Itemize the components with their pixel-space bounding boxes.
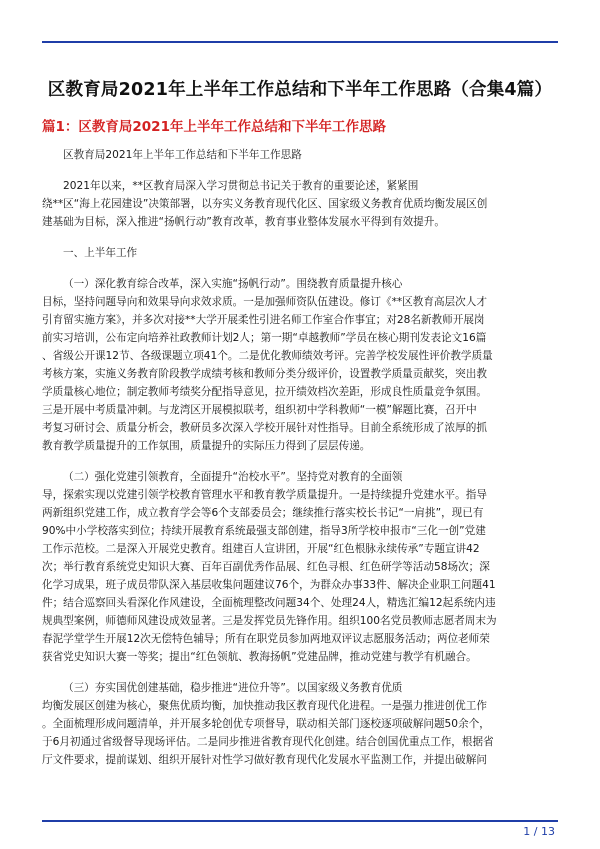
paragraph-line: 引育留实施方案》，并多次对接**大学开展柔性引进名师工作室合作事宜；对28名新教师开展岗 <box>42 314 485 326</box>
paragraph-line: 均衡发展区创建为核心，聚焦优质均衡，加快推动我区教育现代化进程。一是强力推进创优工作 <box>42 700 487 712</box>
paragraph-line: 件；结合巡察回头看深化作风建设，全面梳理整改问题34个、处理24人，精选汇编12起系统内违 <box>42 597 496 609</box>
paragraph-line: 前实习培训，公布定向培养社政教师计划2人；第一期“卓越教师”学员在核心期刊发表论文16篇 <box>42 332 487 344</box>
paragraph-line: （三）夯实国优创建基础，稳步推进“进位升等”。以国家级义务教育优质 <box>63 682 403 694</box>
paragraph-line: 学质量核心地位；制定教师考绩奖分配指导意见，拉开绩效档次差距，形成良性质量竞争氛围。 <box>42 386 487 398</box>
section-heading: 篇1：区教育局2021年上半年工作总结和下半年工作思路 <box>42 119 386 135</box>
header-rule <box>42 41 558 43</box>
paragraph-line: 考核方案，实施义务教育阶段教学成绩考核和教师分类分级评价，设置教学质量贡献奖，突出教 <box>42 368 487 380</box>
paragraph-line: （一）深化教育综合改革，深入实施“扬帆行动”。围绕教育质量提升核心 <box>63 278 403 290</box>
paragraph-line: 于6月初通过省级督导现场评估。二是同步推进省教育现代化创建。结合创国优重点工作，根据省 <box>42 736 494 748</box>
paragraph-line: 目标，坚持问题导向和效果导向求效求质。一是加强师资队伍建设。修订《**区教育高层次人才 <box>42 296 487 308</box>
paragraph-spacer <box>42 164 558 177</box>
paragraph-line: 三是开展中考质量冲刺。与龙湾区开展模拟联考，组织初中学科教师“一模”解题比赛，召开中 <box>42 404 477 416</box>
paragraph-line: （二）强化党建引领教育，全面提升“治校水平”。坚持党对教育的全面领 <box>63 471 403 483</box>
paragraph-line: 90%中小学校落实到位；持续开展教育系统最强支部创建，指导3所学校申报市“三化一创”党建 <box>42 525 486 537</box>
footer-rule <box>42 820 558 822</box>
paragraph-line: 区教育局2021年上半年工作总结和下半年工作思路 <box>63 149 302 161</box>
paragraph-line: 化学习成果，班子成员带队深入基层收集问题建议76个，为群众办事33件、解决企业职工问题41 <box>42 579 496 591</box>
paragraph-line: 两新组织党建工作，成立教育学会等6个支部委员会；继续推行落实校长书记“一肩挑”，现已有 <box>42 507 484 519</box>
paragraph-line: 次；举行教育系统党史知识大赛、百年百副优秀作品展、红色寻根、红色研学等活动58场次；深 <box>42 561 490 573</box>
paragraph-line: 获省党史知识大赛一等奖；提出“红色领航、教海扬帆”党建品牌，推动党建与教学有机融合。 <box>42 651 477 663</box>
paragraph-line: 。全面梳理形成问题清单，并开展多轮创优专项督导，联动相关部门逐校逐项破解问题50余个， <box>42 718 490 730</box>
paragraph-line: 2021年以来，**区教育局深入学习贯彻总书记关于教育的重要论述，紧紧围 <box>63 180 419 192</box>
paragraph-line: 春泥学堂学生开展12次无偿特色辅导；所有在职党员参加两地双评议志愿服务活动；两位老师荣 <box>42 633 490 645</box>
paragraph-line: 规典型案例，师德师风建设成效显著。三是发挥党员先锋作用。组织100名党员教师志愿者周末为 <box>42 615 497 627</box>
document-body <box>42 146 558 769</box>
paragraph-line: 工作示范校。二是深入开展党史教育。组建百人宣讲团，开展“红色根脉永续传承”专题宣讲42 <box>42 543 480 555</box>
paragraph-line: 厅文件要求，提前谋划、组织开展针对性学习做好教育现代化发展水平监测工作，并提出破解问 <box>42 754 487 766</box>
paragraph-line: 建基础为目标，深入推进“扬帆行动”教育改革，教育事业整体发展水平得到有效提升。 <box>42 216 445 228</box>
paragraph-line: 一、上半年工作 <box>63 247 138 259</box>
paragraph-line: 、省级公开课12节、各级课题立项41个。二是优化教师绩效考评。完善学校发展性评价教学质量 <box>42 350 493 362</box>
paragraph-line: 考复习研讨会、质量分析会，教研员多次深入学校开展针对性指导。目前全系统形成了浓厚的抓 <box>42 422 487 434</box>
page-number: 1 / 13 <box>523 825 555 838</box>
paragraph-line: 绕**区“海上花园建设”决策部署，以夯实义务教育现代化区、国家级义务教育优质均衡发展区创 <box>42 198 488 210</box>
paragraph-spacer <box>42 666 558 679</box>
paragraph-line: 教育教学质量提升的工作氛围，质量提升的实际压力得到了层层传递。 <box>42 440 371 452</box>
document-title: 区教育局2021年上半年工作总结和下半年工作思路（合集4篇） <box>47 80 553 100</box>
paragraph-spacer <box>42 455 558 468</box>
paragraph-spacer <box>42 262 558 275</box>
paragraph-spacer <box>42 231 558 244</box>
paragraph-line: 导，探索实现以党建引领学校教育管理水平和教育教学质量提升。一是持续提升党建水平。指导 <box>42 489 487 501</box>
